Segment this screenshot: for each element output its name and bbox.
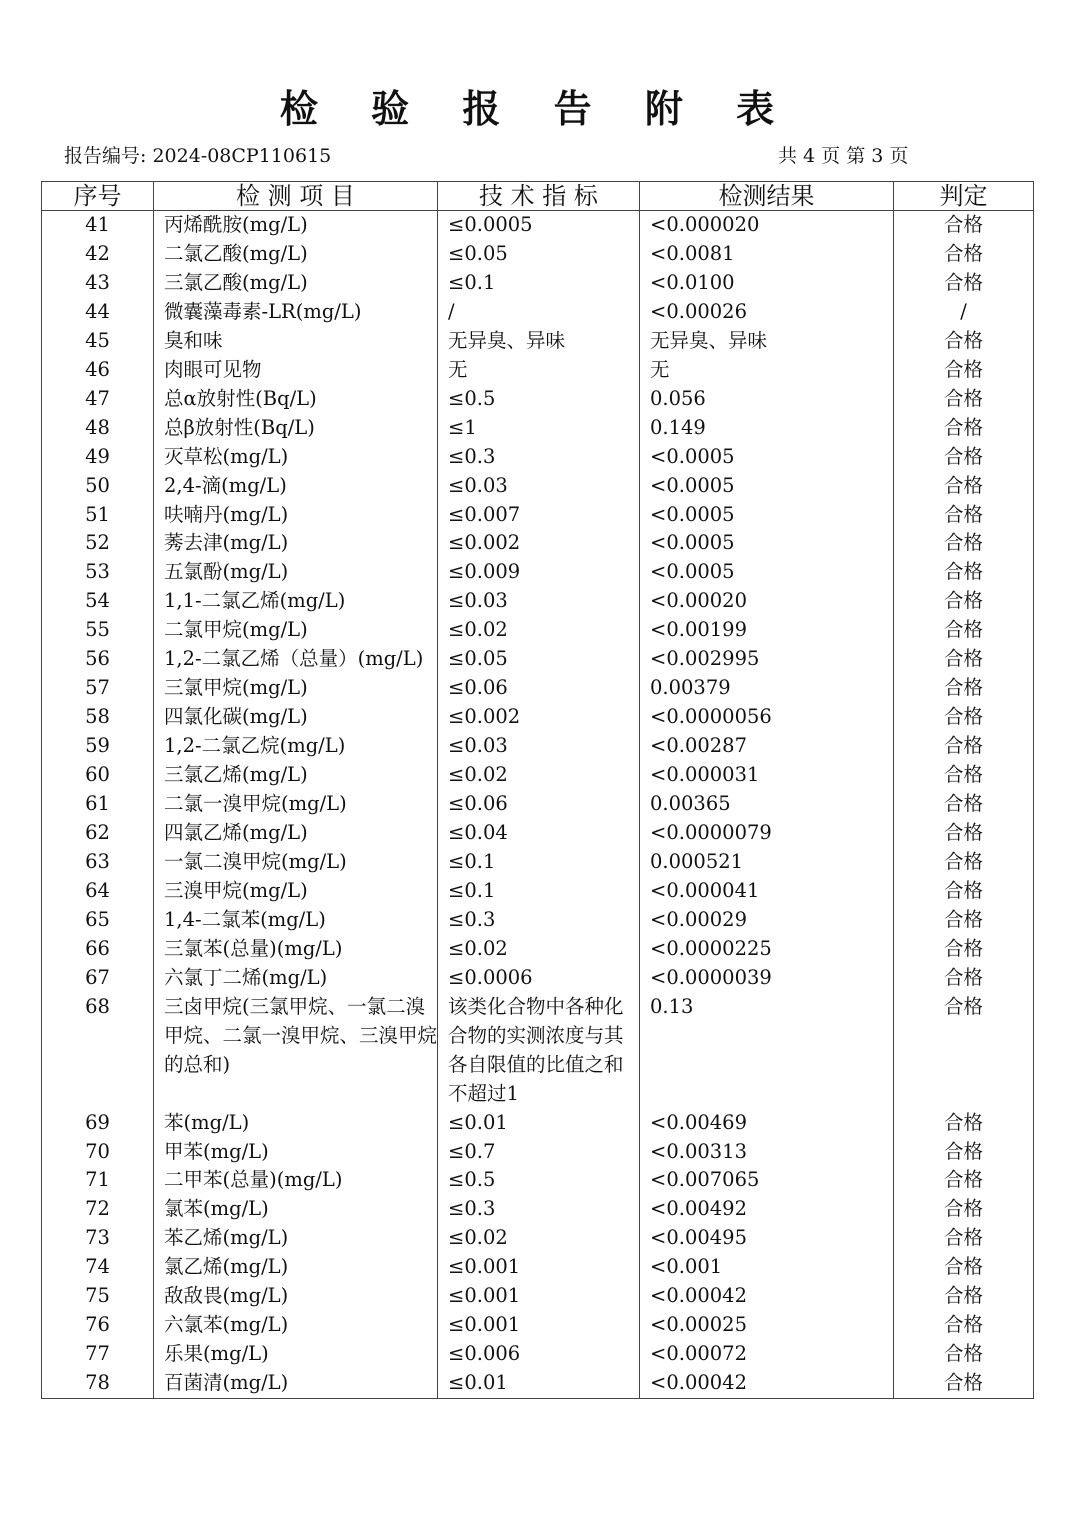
technical-spec: 无	[438, 356, 640, 385]
header-no: 序号	[42, 182, 154, 211]
test-result: <0.00492	[640, 1195, 894, 1224]
row-number: 49	[42, 443, 154, 472]
report-number: 报告编号: 2024-08CP110615	[64, 145, 332, 167]
test-result: <0.00313	[640, 1138, 894, 1167]
row-number: 76	[42, 1311, 154, 1340]
test-item: 2,4-滴(mg/L)	[154, 472, 438, 501]
verdict: 合格	[894, 877, 1034, 906]
table-row	[42, 356, 1034, 385]
verdict: 合格	[894, 269, 1034, 298]
verdict: 合格	[894, 240, 1034, 269]
technical-spec: ≤0.02	[438, 1224, 640, 1253]
verdict: 合格	[894, 414, 1034, 443]
test-result: <0.00199	[640, 616, 894, 645]
row-number: 68	[42, 993, 154, 1109]
table-row	[42, 414, 1034, 443]
technical-spec: ≤0.04	[438, 819, 640, 848]
row-number: 42	[42, 240, 154, 269]
table-row	[42, 1311, 1034, 1340]
test-result: <0.00287	[640, 732, 894, 761]
test-item: 1,2-二氯乙烯（总量）(mg/L)	[154, 645, 438, 674]
row-number: 77	[42, 1340, 154, 1369]
technical-spec: ≤0.02	[438, 761, 640, 790]
test-item: 总β放射性(Bq/L)	[154, 414, 438, 443]
technical-spec: ≤0.1	[438, 848, 640, 877]
verdict: 合格	[894, 1311, 1034, 1340]
table-row	[42, 269, 1034, 298]
table-row	[42, 298, 1034, 327]
row-number: 69	[42, 1109, 154, 1138]
page-title: 检 验 报 告 附 表	[279, 87, 795, 131]
technical-spec: ≤0.3	[438, 906, 640, 935]
row-number: 65	[42, 906, 154, 935]
test-result: <0.0000039	[640, 964, 894, 993]
row-number: 51	[42, 501, 154, 530]
table-row	[42, 1224, 1034, 1253]
test-result: 0.13	[640, 993, 894, 1109]
technical-spec: ≤0.0006	[438, 964, 640, 993]
test-item: 1,2-二氯乙烷(mg/L)	[154, 732, 438, 761]
row-number: 45	[42, 327, 154, 356]
technical-spec: ≤0.03	[438, 587, 640, 616]
row-number: 44	[42, 298, 154, 327]
verdict: 合格	[894, 906, 1034, 935]
table-row	[42, 327, 1034, 356]
test-item: 二氯一溴甲烷(mg/L)	[154, 790, 438, 819]
test-result: <0.00020	[640, 587, 894, 616]
row-number: 60	[42, 761, 154, 790]
verdict: 合格	[894, 472, 1034, 501]
row-number: 62	[42, 819, 154, 848]
technical-spec: ≤0.06	[438, 790, 640, 819]
test-result: <0.002995	[640, 645, 894, 674]
technical-spec: ≤0.01	[438, 1109, 640, 1138]
test-item: 敌敌畏(mg/L)	[154, 1282, 438, 1311]
verdict: 合格	[894, 935, 1034, 964]
test-result: <0.0000225	[640, 935, 894, 964]
test-result: <0.00042	[640, 1369, 894, 1398]
test-item: 1,4-二氯苯(mg/L)	[154, 906, 438, 935]
header-item: 检 测 项 目	[154, 182, 438, 211]
technical-spec: ≤0.01	[438, 1369, 640, 1398]
test-item: 三氯苯(总量)(mg/L)	[154, 935, 438, 964]
test-item: 乐果(mg/L)	[154, 1340, 438, 1369]
test-item: 氯乙烯(mg/L)	[154, 1253, 438, 1282]
test-item: 莠去津(mg/L)	[154, 529, 438, 558]
table-row	[42, 703, 1034, 732]
test-result: <0.000031	[640, 761, 894, 790]
row-number: 67	[42, 964, 154, 993]
technical-spec: ≤0.05	[438, 240, 640, 269]
row-number: 64	[42, 877, 154, 906]
verdict: 合格	[894, 558, 1034, 587]
row-number: 59	[42, 732, 154, 761]
row-number: 55	[42, 616, 154, 645]
verdict: 合格	[894, 1195, 1034, 1224]
test-result: <0.000041	[640, 877, 894, 906]
test-item: 四氯乙烯(mg/L)	[154, 819, 438, 848]
verdict: 合格	[894, 1282, 1034, 1311]
test-item: 总α放射性(Bq/L)	[154, 385, 438, 414]
table-row	[42, 211, 1034, 240]
test-result: <0.0100	[640, 269, 894, 298]
verdict: 合格	[894, 385, 1034, 414]
test-item: 呋喃丹(mg/L)	[154, 501, 438, 530]
test-result: 0.149	[640, 414, 894, 443]
row-number: 72	[42, 1195, 154, 1224]
table-row	[42, 645, 1034, 674]
row-number: 58	[42, 703, 154, 732]
table-row	[42, 1166, 1034, 1195]
test-result: <0.00469	[640, 1109, 894, 1138]
verdict: 合格	[894, 587, 1034, 616]
header-spec: 技 术 指 标	[438, 182, 640, 211]
table-row	[42, 819, 1034, 848]
test-item: 三卤甲烷(三氯甲烷、一氯二溴甲烷、二氯一溴甲烷、三溴甲烷的总和)	[154, 993, 438, 1109]
row-number: 75	[42, 1282, 154, 1311]
row-number: 66	[42, 935, 154, 964]
verdict: 合格	[894, 819, 1034, 848]
row-number: 53	[42, 558, 154, 587]
test-result: <0.0081	[640, 240, 894, 269]
test-item: 三氯甲烷(mg/L)	[154, 674, 438, 703]
technical-spec: ≤0.001	[438, 1253, 640, 1282]
test-item: 二甲苯(总量)(mg/L)	[154, 1166, 438, 1195]
row-number: 74	[42, 1253, 154, 1282]
technical-spec: ≤0.1	[438, 269, 640, 298]
technical-spec: ≤0.009	[438, 558, 640, 587]
test-item: 肉眼可见物	[154, 356, 438, 385]
test-item: 三氯乙酸(mg/L)	[154, 269, 438, 298]
technical-spec: 无异臭、异味	[438, 327, 640, 356]
row-number: 52	[42, 529, 154, 558]
verdict: 合格	[894, 616, 1034, 645]
verdict: 合格	[894, 211, 1034, 240]
verdict: 合格	[894, 327, 1034, 356]
table-body	[42, 211, 1034, 1399]
row-number: 48	[42, 414, 154, 443]
test-result: <0.001	[640, 1253, 894, 1282]
test-item: 六氯丁二烯(mg/L)	[154, 964, 438, 993]
test-item: 苯(mg/L)	[154, 1109, 438, 1138]
table-row	[42, 1340, 1034, 1369]
table-row	[42, 993, 1034, 1109]
verdict: 合格	[894, 674, 1034, 703]
row-number: 73	[42, 1224, 154, 1253]
test-result: <0.0005	[640, 472, 894, 501]
test-result: <0.00072	[640, 1340, 894, 1369]
test-result: 0.00379	[640, 674, 894, 703]
technical-spec: ≤0.06	[438, 674, 640, 703]
table-row	[42, 790, 1034, 819]
table-row	[42, 1253, 1034, 1282]
technical-spec: ≤0.007	[438, 501, 640, 530]
test-result: <0.0005	[640, 529, 894, 558]
row-number: 63	[42, 848, 154, 877]
technical-spec: ≤0.03	[438, 472, 640, 501]
verdict: 合格	[894, 964, 1034, 993]
table-row	[42, 1282, 1034, 1311]
page-info: 共 4 页 第 3 页	[778, 145, 909, 167]
technical-spec: /	[438, 298, 640, 327]
verdict: 合格	[894, 761, 1034, 790]
test-item: 臭和味	[154, 327, 438, 356]
row-number: 41	[42, 211, 154, 240]
test-item: 一氯二溴甲烷(mg/L)	[154, 848, 438, 877]
table-row	[42, 906, 1034, 935]
test-result: 无异臭、异味	[640, 327, 894, 356]
row-number: 57	[42, 674, 154, 703]
test-item: 六氯苯(mg/L)	[154, 1311, 438, 1340]
technical-spec: ≤0.3	[438, 443, 640, 472]
header-result: 检测结果	[640, 182, 894, 211]
row-number: 56	[42, 645, 154, 674]
verdict: 合格	[894, 443, 1034, 472]
test-item: 二氯甲烷(mg/L)	[154, 616, 438, 645]
row-number: 61	[42, 790, 154, 819]
row-number: 47	[42, 385, 154, 414]
row-number: 70	[42, 1138, 154, 1167]
table-row	[42, 674, 1034, 703]
test-item: 五氯酚(mg/L)	[154, 558, 438, 587]
table-row	[42, 877, 1034, 906]
table-row	[42, 1138, 1034, 1167]
technical-spec: ≤0.002	[438, 703, 640, 732]
test-item: 微囊藻毒素-LR(mg/L)	[154, 298, 438, 327]
test-item: 二氯乙酸(mg/L)	[154, 240, 438, 269]
test-item: 丙烯酰胺(mg/L)	[154, 211, 438, 240]
table-row	[42, 1109, 1034, 1138]
technical-spec: ≤0.7	[438, 1138, 640, 1167]
test-item: 苯乙烯(mg/L)	[154, 1224, 438, 1253]
verdict: 合格	[894, 356, 1034, 385]
test-result: 0.000521	[640, 848, 894, 877]
technical-spec: ≤0.001	[438, 1311, 640, 1340]
test-result: <0.00029	[640, 906, 894, 935]
verdict: 合格	[894, 1253, 1034, 1282]
technical-spec: ≤0.001	[438, 1282, 640, 1311]
test-result: <0.00495	[640, 1224, 894, 1253]
test-result: <0.00042	[640, 1282, 894, 1311]
table-row	[42, 529, 1034, 558]
verdict: 合格	[894, 1138, 1034, 1167]
table-row	[42, 558, 1034, 587]
row-number: 54	[42, 587, 154, 616]
test-item: 1,1-二氯乙烯(mg/L)	[154, 587, 438, 616]
technical-spec: ≤0.002	[438, 529, 640, 558]
table-row	[42, 1195, 1034, 1224]
table-row	[42, 240, 1034, 269]
verdict: 合格	[894, 993, 1034, 1109]
inspection-table	[41, 181, 1034, 1399]
test-item: 氯苯(mg/L)	[154, 1195, 438, 1224]
verdict: 合格	[894, 732, 1034, 761]
verdict: 合格	[894, 1369, 1034, 1398]
row-number: 46	[42, 356, 154, 385]
verdict: 合格	[894, 703, 1034, 732]
verdict: 合格	[894, 790, 1034, 819]
technical-spec: ≤0.5	[438, 385, 640, 414]
technical-spec: ≤0.006	[438, 1340, 640, 1369]
technical-spec: ≤0.0005	[438, 211, 640, 240]
table-header-row	[42, 182, 1034, 211]
row-number: 78	[42, 1369, 154, 1398]
verdict: 合格	[894, 645, 1034, 674]
test-item: 三溴甲烷(mg/L)	[154, 877, 438, 906]
test-result: <0.0005	[640, 443, 894, 472]
technical-spec: ≤0.05	[438, 645, 640, 674]
row-number: 43	[42, 269, 154, 298]
technical-spec: ≤0.1	[438, 877, 640, 906]
table-row	[42, 848, 1034, 877]
test-result: <0.0005	[640, 501, 894, 530]
table-row	[42, 732, 1034, 761]
test-item: 三氯乙烯(mg/L)	[154, 761, 438, 790]
table-row	[42, 1369, 1034, 1398]
table-row	[42, 964, 1034, 993]
test-result: 无	[640, 356, 894, 385]
technical-spec: ≤0.02	[438, 935, 640, 964]
technical-spec: ≤1	[438, 414, 640, 443]
technical-spec: 该类化合物中各种化合物的实测浓度与其各自限值的比值之和不超过1	[438, 993, 640, 1109]
test-result: <0.000020	[640, 211, 894, 240]
verdict: /	[894, 298, 1034, 327]
test-item: 甲苯(mg/L)	[154, 1138, 438, 1167]
test-result: <0.0000079	[640, 819, 894, 848]
table-row	[42, 443, 1034, 472]
technical-spec: ≤0.03	[438, 732, 640, 761]
test-result: 0.00365	[640, 790, 894, 819]
header-verdict: 判定	[894, 182, 1034, 211]
verdict: 合格	[894, 501, 1034, 530]
verdict: 合格	[894, 1166, 1034, 1195]
verdict: 合格	[894, 1340, 1034, 1369]
test-item: 百菌清(mg/L)	[154, 1369, 438, 1398]
technical-spec: ≤0.5	[438, 1166, 640, 1195]
table-row	[42, 385, 1034, 414]
table-row	[42, 501, 1034, 530]
row-number: 50	[42, 472, 154, 501]
test-result: <0.0000056	[640, 703, 894, 732]
test-result: 0.056	[640, 385, 894, 414]
verdict: 合格	[894, 1109, 1034, 1138]
test-result: <0.0005	[640, 558, 894, 587]
table-row	[42, 472, 1034, 501]
table-row	[42, 935, 1034, 964]
technical-spec: ≤0.3	[438, 1195, 640, 1224]
verdict: 合格	[894, 1224, 1034, 1253]
test-item: 灭草松(mg/L)	[154, 443, 438, 472]
verdict: 合格	[894, 848, 1034, 877]
table-row	[42, 616, 1034, 645]
verdict: 合格	[894, 529, 1034, 558]
test-result: <0.00026	[640, 298, 894, 327]
row-number: 71	[42, 1166, 154, 1195]
test-result: <0.007065	[640, 1166, 894, 1195]
table-row	[42, 761, 1034, 790]
table-row	[42, 587, 1034, 616]
test-result: <0.00025	[640, 1311, 894, 1340]
test-item: 四氯化碳(mg/L)	[154, 703, 438, 732]
technical-spec: ≤0.02	[438, 616, 640, 645]
